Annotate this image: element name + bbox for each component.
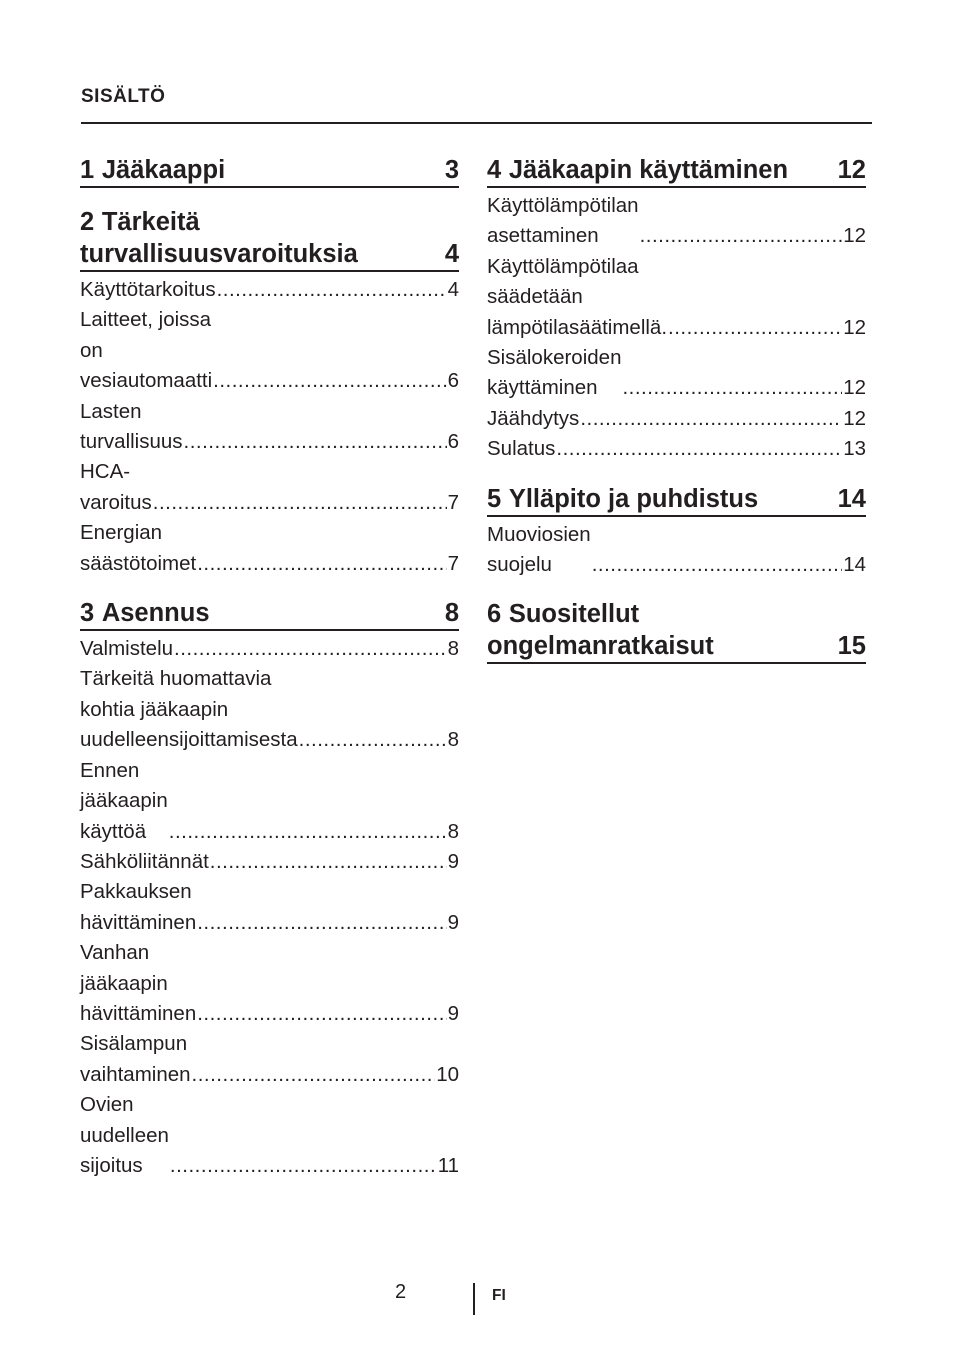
toc-entry[interactable] [80,756,459,847]
toc-section [487,152,866,465]
toc-entry-page: 8 [447,819,459,843]
toc-entry-page: 11 [437,1153,459,1177]
toc-entry-text: Vanhan jääkaapin hävittäminen [80,941,197,1025]
toc-entry-page: 12 [843,315,866,339]
dot-leader [210,847,447,877]
page-title: SISÄLTÖ [81,86,166,107]
toc-entry-text: Käyttölämpötilan asettaminen [487,194,639,248]
section-heading[interactable] [80,152,459,188]
dot-leader [197,549,446,579]
toc-entry[interactable] [80,664,459,755]
toc-entry-text: Sähköliitännät [80,849,209,873]
toc-entry-page: 9 [447,910,459,934]
dot-leader [197,999,446,1029]
toc-left-column [80,152,459,1197]
section-title [487,483,758,515]
footer-divider [473,1283,475,1315]
toc-entry-page: 12 [843,376,866,400]
dot-leader [213,366,446,396]
toc-entry[interactable] [487,434,866,464]
section-number: 2 [80,208,95,236]
toc-entry[interactable] [80,1029,459,1090]
toc-entry[interactable] [487,404,866,434]
toc-entry-page: 6 [447,430,459,454]
section-heading[interactable] [487,481,866,517]
section-title [487,154,788,186]
dot-leader [668,313,842,343]
toc-entry-page: 14 [843,553,866,577]
dot-leader [197,908,446,938]
section-title [80,206,445,270]
toc-entry[interactable] [80,305,459,396]
section-title [80,597,210,629]
toc-entry-text: HCA-varoitus [80,460,152,514]
toc-section [80,595,459,1181]
toc-section [487,481,866,581]
toc-entry-page: 13 [843,437,866,461]
section-page-number: 3 [444,156,459,184]
toc-entry-text: Laitteet, joissa on vesiautomaatti [80,308,213,393]
toc-entry-page: 12 [843,406,866,430]
dot-leader [640,221,843,251]
toc-entry-page: 6 [447,369,459,393]
toc-entry[interactable] [80,518,459,579]
toc-entry[interactable] [80,457,459,518]
dot-leader [170,1151,437,1181]
toc-entry[interactable] [80,275,459,305]
toc-entry-page: 7 [447,551,459,575]
toc-entry-text: Ennen jääkaapin käyttöä [80,758,168,843]
dot-leader [192,1060,436,1090]
section-page-number: 14 [837,484,866,513]
toc-entry-text: Muoviosien suojelu [487,522,591,577]
toc-entry-text: Sisälokeroiden käyttäminen [487,346,622,400]
toc-section [487,596,866,664]
dot-leader [580,404,842,434]
toc-entry-page: 4 [447,278,459,301]
dot-leader [622,373,842,403]
section-page-number: 4 [444,240,459,268]
toc-entry[interactable] [80,634,459,664]
toc-entry-list [80,634,459,1181]
toc-section [80,204,459,579]
section-title-text: Tärkeitä turvallisuusvaroituksia [80,208,358,268]
section-heading[interactable] [80,204,459,272]
toc-entry-list [487,520,866,581]
toc-entry[interactable] [487,343,866,404]
toc-entry[interactable] [487,520,866,581]
toc-entry-text: Pakkauksen hävittäminen [80,880,197,934]
toc-entry-text: Sulatus [487,437,556,461]
toc-entry-text: Sisälampun vaihtaminen [80,1032,191,1086]
dot-leader [184,427,447,457]
section-title [487,598,838,662]
section-page-number: 8 [444,599,459,628]
toc-entry-text: Energian säästötoimet [80,521,197,575]
section-title-text: Suositellut ongelmanratkaisut [487,600,714,661]
section-title-text: Ylläpito ja puhdistus [508,484,759,513]
toc-entry[interactable] [80,1090,459,1181]
toc-section [80,152,459,188]
section-number: 3 [80,599,95,628]
toc-entry-list [487,191,866,465]
toc-entry[interactable] [487,191,866,252]
section-title [80,154,225,186]
dot-leader [169,817,447,847]
toc-entry-page: 8 [447,637,459,661]
section-number: 4 [487,156,502,184]
toc-right-column [487,152,866,680]
section-heading[interactable] [487,596,866,664]
toc-entry-text: Tärkeitä huomattavia kohtia jääkaapin uudelleensijoittamisesta [80,667,298,752]
toc-entry[interactable] [80,877,459,938]
toc-entry-text: Lasten turvallisuus [80,399,183,454]
toc-entry-text: Jäähdytys [487,406,580,430]
toc-entry[interactable] [487,252,866,343]
toc-entry-text: Ovien uudelleen sijoitus [80,1093,169,1177]
toc-entry-page: 10 [436,1062,459,1086]
page-number: 2 [395,1281,407,1303]
toc-entry-page: 8 [447,728,459,752]
toc-entry-page: 9 [447,1001,459,1025]
section-page-number: 12 [837,156,866,184]
section-page-number: 15 [837,632,866,661]
header-divider [81,122,872,124]
section-number: 6 [487,600,502,629]
dot-leader [217,275,447,305]
language-code: FI [492,1287,506,1304]
section-title-text: Asennus [101,599,210,628]
dot-leader [174,634,447,664]
section-number: 5 [487,484,502,513]
toc-entry-page: 9 [447,849,459,873]
toc-entry[interactable] [80,938,459,1029]
dot-leader [556,434,842,464]
dot-leader [153,488,447,518]
section-title-text: Jääkaapin käyttäminen [508,156,789,184]
dot-leader [299,725,447,755]
toc-entry[interactable] [80,397,459,458]
section-heading[interactable] [80,595,459,631]
toc-entry-text: Käyttötarkoitus [80,278,216,301]
section-heading[interactable] [487,152,866,188]
toc-entry-page: 7 [447,490,459,514]
section-number: 1 [80,156,95,184]
dot-leader [592,550,842,580]
toc-entry-text: Käyttölämpötilaa säädetään lämpötilasäätimellä. [487,254,668,339]
toc-entry-list [80,275,459,579]
toc-entry-page: 12 [843,224,866,248]
section-title-text: Jääkaappi [101,156,226,184]
toc-entry[interactable] [80,847,459,877]
toc-entry-text: Valmistelu [80,637,174,661]
